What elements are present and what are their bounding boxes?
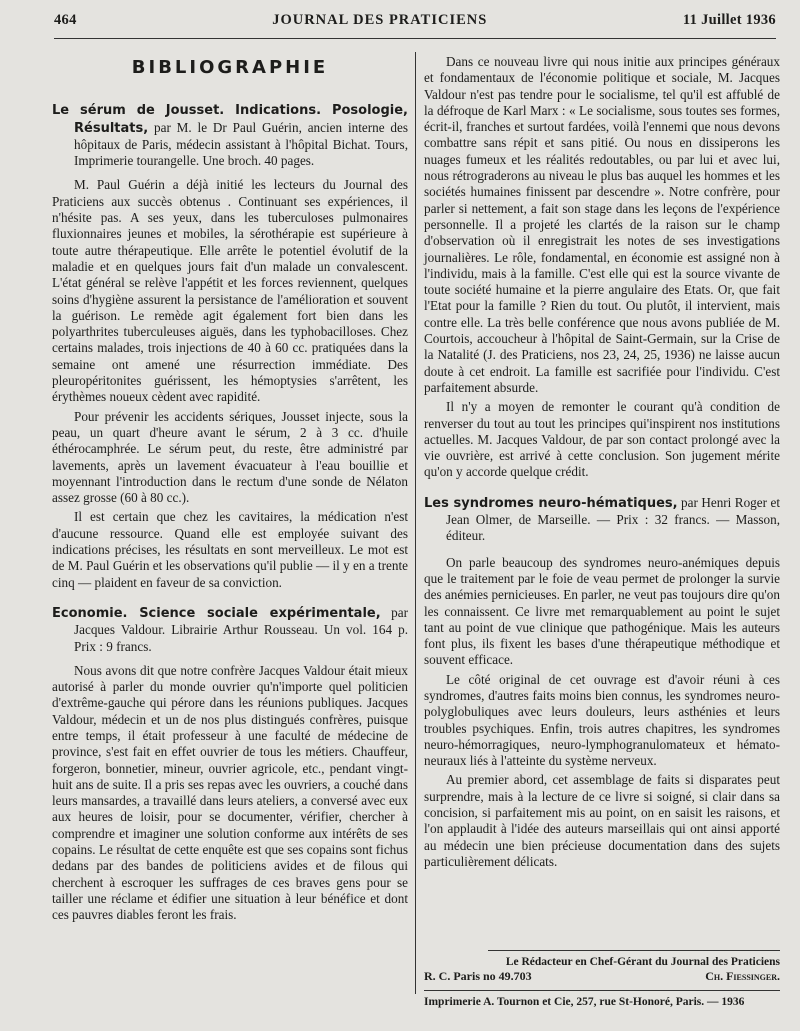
entry-3-citation: par Henri Roger et Jean Olmer, de Marseille. — Prix : 32 francs. — Masson, éditeur. (446, 494, 780, 544)
entry-1-paragraph-3: Il est certain que chez les cavitaires, la médication n'est d'aucune ressource. Quand elle est employée suivant des indications précises, les résultats en sont merveilleux. Le mot est de M. Paul Guérin et les observations qu'il publie — il y en a trente cinq — plaident en faveur de sa conviction. (52, 509, 408, 590)
entry-1-citation: par M. le Dr Paul Guérin, ancien interne des hôpitaux de Paris, médecin assistant à l'hôpital Bichat. Tours, Imprimerie tourangelle. Une broch. 40 pages. (74, 119, 408, 169)
entry-2-citation: par Jacques Valdour. Librairie Arthur Rousseau. Un vol. 164 p. Prix : 9 francs. (74, 604, 408, 654)
issue-date: 11 Juillet 1936 (682, 12, 776, 28)
entry-1-paragraph-1: M. Paul Guérin a déjà initié les lecteurs du Journal des Praticiens aux succès obtenus . Continuant ses expériences, il n'hésite pas. A ses yeux, dans les tuberculoses pulmonaires fluxionnaires jeunes et mobiles, la sérothérapie est supérieure à toute autre thérapeutique. Elle arrête le potentiel évolutif de la maladie et en quelques jours fait d'un malade un convalescent. L'état général se relève l'appétit et les forces reviennent, quelques soins d'hygiène assurent la persistance de l'amélioration et souvent la guérison. Le remède agit également fort bien dans les polyarthrites tuberculeuses aiguës, dans les typhobacilloses. Chez certains malades, trois injections de 40 à 60 cc. pratiquées dans la semaine ont amené une résurrection immédiate. Des pleuropéritonites guérissent, les hémoptysies s'arrêtent, les érythèmes noueux cèdent avec rapidité. (52, 177, 408, 405)
editor-rule (488, 950, 780, 951)
entry-3-paragraph-2: Le côté original de cet ouvrage est d'avoir réuni à ces syndromes, d'autres faits moins bien connus, les syndromes neuro-polyglobuliques avec leurs douleurs, leurs asthénies et leurs troubles psychiques. Enfin, trois autres chapitres, les syndromes neuro-hémorragiques, neuro-lymphogranulomateux et hémato-neuraux liés à l'atteinte du système nerveux. (424, 671, 780, 769)
entry-2-paragraph-2: Dans ce nouveau livre qui nous initie aux principes généraux et fondamentaux de l'économie politique et sociale, M. Jacques Valdour n'est pas tendre pour le socialisme, tel qu'il est affublé de la défroque de Karl Marx : « Le socialisme, sous toutes ses formes, écrit-il, franches et surtout fardées, voilà l'ennemi que nous devons combattre sans répit et sans pitié. Ou nous en dissiperons les nuages fumeux et les réalités redoutables, ou par lui et avec lui, nous rétrograderons au niveau le plus bas auquel les hommes et les sociétés humaines finissent par descendre ». Notre confrère, pour parler si nettement, a fait son stage dans les leçons de l'expérience personnelle. Il a projeté les clartés de la raison sur le champ d'observation où il enregistrait les notes de ses investigations journalières. Le rôle, fondamental, en économie est assigné non à l'individu, mais à la famille. C'est elle qui est la source vivante de toute société humaine et la pierre angulaire des Etats. Or, que fait l'Etat pour la famille ? Rien du tout. Ou plutôt, il intervient, mais contre elle. La très belle conférence que nous avons publiée de M. Courtois, accoucheur à l'hôpital de Saint-Germain, sur la Crise de la Natalité (J. des Praticiens, nos 23, 24, 25, 1936) ne laisse aucun doute à cet endroit. La famille est sacrifiée pour l'individu. C'est parfaitement absurde. (424, 54, 780, 395)
editor-block (424, 950, 780, 983)
entry-3-heading (424, 495, 780, 545)
section-title: BIBLIOGRAPHIE (131, 57, 329, 78)
header-rule (54, 38, 776, 39)
entry-3-paragraph-3: Au premier abord, cet assemblage de faits si disparates peut surprendre, mais à la lecture de ce livre si soigné, si clair dans sa concision, si parfaitement mis au point, on en saisit les raisons, et l'on applaudit à l'idée des auteurs marseillais qui ont ainsi apporté au médecin une bien précieuse documentation dans des sujets particulièrement délicats. (424, 772, 780, 869)
printer-line: Imprimerie A. Tournon et Cie, 257, rue St-Honoré, Paris. — 1936 (424, 996, 745, 1008)
page-number: 464 (54, 12, 77, 28)
entry-2-title: Economie. Science sociale expérimentale, (52, 605, 381, 621)
entry-3-paragraph-1: On parle beaucoup des syndromes neuro-anémiques depuis que le traitement par le foie de veau permet de prolonger la survie des anémies pernicieuses. En parler, ne veut pas toujours dire qu'on les connaissent. Ce livre met remarquablement au point le sujet tant au point de vue clinique que pathogénique. Mais les auteurs font plus, ils fixent les bases d'une thérapeutique méthodique et souvent efficace. (424, 554, 780, 668)
journal-title: JOURNAL DES PRATICIENS (272, 12, 488, 28)
editor-line: Le Rédacteur en Chef-Gérant du Journal des Praticiens (505, 956, 780, 968)
page-header (54, 12, 776, 36)
left-column (52, 54, 408, 924)
entry-1-heading (52, 102, 408, 169)
entry-1-title: Le sérum de Jousset. Indications. Posologie, Résultats, (52, 103, 408, 136)
registry-number: R. C. Paris no 49.703 (424, 969, 532, 983)
editor-details (424, 969, 780, 983)
editor-name: Ch. Fiessinger. (705, 969, 780, 983)
entry-1-paragraph-2: Pour prévenir les accidents sériques, Jousset injecte, sous la peau, un quart d'heure avant le sérum, 2 à 3 cc. d'huile éthérocamphrée. Le sérum peut, du reste, être administré par lavements, après un lavement évacuateur à l'eau bouillie et moyennant l'introduction dans le rectum d'une sonde de Nélaton assez grosse (60 à 80 cc.). (52, 408, 408, 506)
entry-2-paragraph-3: Il n'y a moyen de remonter le courant qu'à condition de renverser du tout au tout les principes qui'inspirent nos institutions actuelles. M. Jacques Valdour, de par son contact prolongé avec la vie ouvrière, est arrivé à cette conclusion. Son jugement mérite qu'on y accorde quelque crédit. (424, 399, 780, 480)
entry-2-paragraph-1: Nous avons dit que notre confrère Jacques Valdour était mieux autorisé à parler du monde ouvrier qu'n'importe quel politicien d'extrême-gauche qui pérore dans les réunions publiques. Jacques Valdour, médecin et un de nos plus distingués confrères, puisque entre temps, il était professeur à une faculté de médecine de province, s'est fait en effet ouvrier de tous les métiers. Chauffeur, forgeron, bonnetier, mineur, ouvrier agricole, etc., pendant vingt-huit ans de suite. Il a pris ses repas avec les ouvriers, a couché dans leurs mansardes, a travaillé dans leurs ateliers, a conversé avec eux aux heures de loisir, pour se documenter, vérifier, chercher à comprendre et imaginer une solution conforme aux intérêts de ses copains. Le résultat de cette enquête est que ses copains sont fichus dedans par des bandes de politiciens avides et de filous qui cherchent à escroquer les suffrages de ces braves gens pour se tailler une réclame et édifier une situation à leur bénéfice et dont ces pauvres diables feront les frais. (52, 662, 408, 923)
entry-3-title: Les syndromes neuro-hématiques, (424, 495, 678, 511)
right-column (424, 54, 780, 870)
entry-2-heading (52, 605, 408, 655)
printer-rule (424, 990, 780, 991)
column-divider (415, 52, 416, 994)
